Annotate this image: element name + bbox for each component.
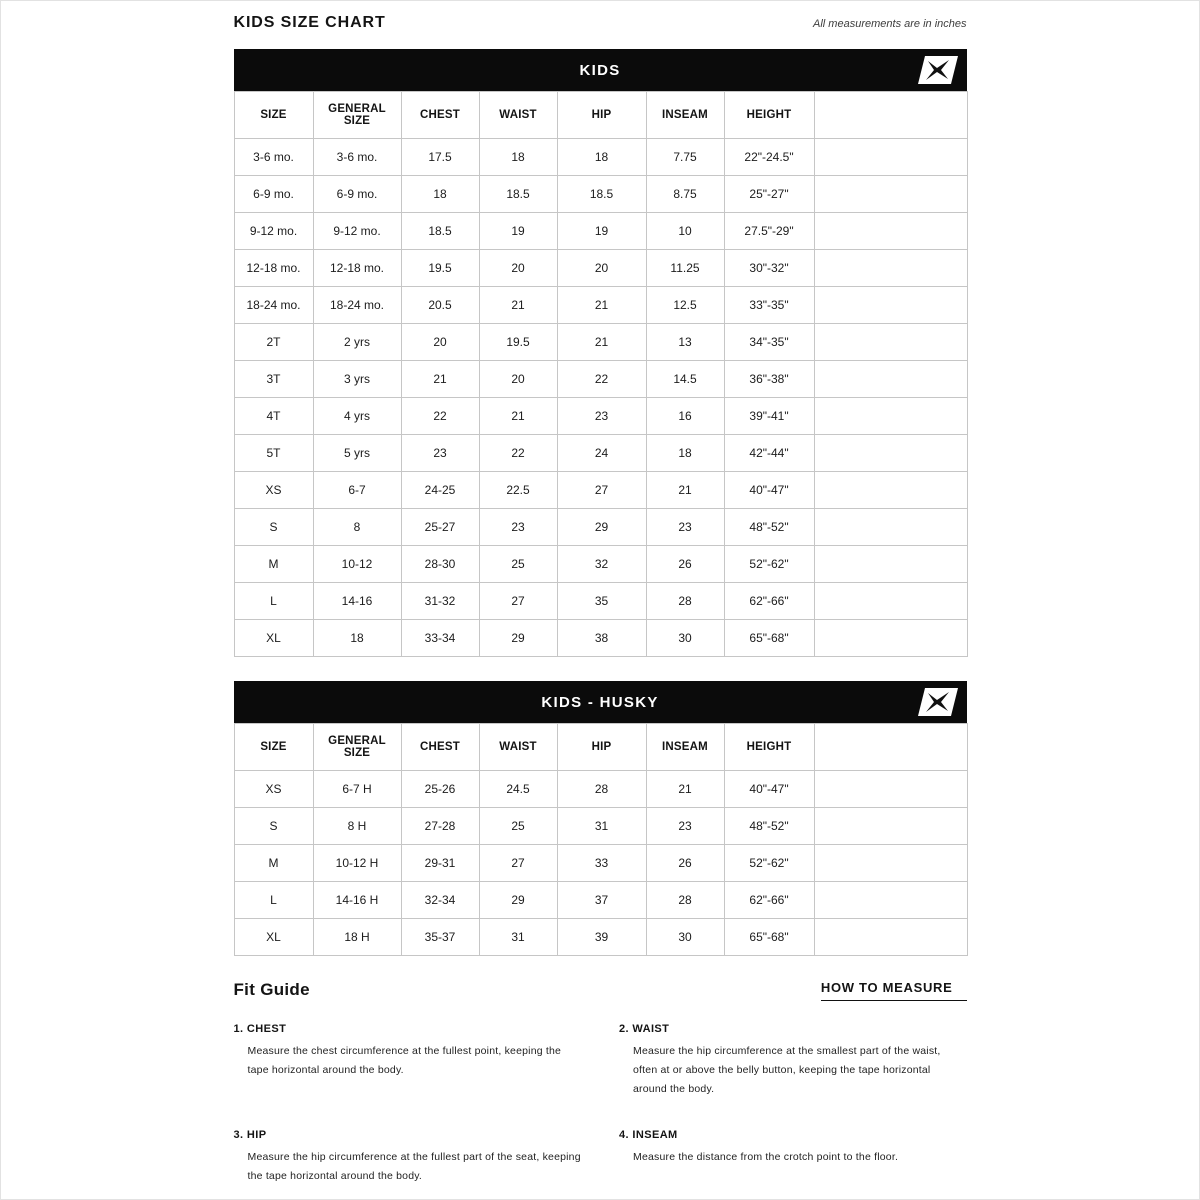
table-cell: XS (234, 472, 313, 509)
table-cell: 6-9 mo. (313, 176, 401, 213)
table-cell: 65"-68" (724, 919, 814, 956)
table-cell: 23 (401, 435, 479, 472)
table-cell: 33"-35" (724, 287, 814, 324)
table-cell: 18 H (313, 919, 401, 956)
table-cell: 28-30 (401, 546, 479, 583)
table-cell (814, 361, 967, 398)
kids-husky-size-table (234, 723, 968, 956)
table-row (234, 808, 967, 845)
table-cell: 26 (646, 546, 724, 583)
table-cell: 22 (479, 435, 557, 472)
table-cell (814, 808, 967, 845)
table-cell: 19 (557, 213, 646, 250)
fit-guide-item-waist (619, 1023, 967, 1099)
table-row (234, 509, 967, 546)
table-cell: 5T (234, 435, 313, 472)
table-cell (814, 472, 967, 509)
page-title: KIDS SIZE CHART (233, 14, 386, 31)
table-row (234, 583, 967, 620)
table-cell: 28 (646, 583, 724, 620)
table-row (234, 176, 967, 213)
table-cell: 14.5 (646, 361, 724, 398)
table-cell (814, 287, 967, 324)
fit-item-text: Measure the distance from the crotch point to the floor. (633, 1150, 899, 1163)
table-cell: 11.25 (646, 250, 724, 287)
column-header: WAIST (479, 92, 557, 139)
table-cell (814, 213, 967, 250)
table-cell: 6-7 (313, 472, 401, 509)
brand-logo-icon (918, 688, 958, 716)
table-cell: 5 yrs (313, 435, 401, 472)
table-cell: 30"-32" (724, 250, 814, 287)
table-cell: 4T (234, 398, 313, 435)
column-header: GENERAL SIZE (313, 724, 401, 771)
table-cell: 14-16 H (313, 882, 401, 919)
table-cell: 18 (401, 176, 479, 213)
table-row (234, 324, 967, 361)
table-cell: 8.75 (646, 176, 724, 213)
table-row (234, 250, 967, 287)
table-cell: 42"-44" (724, 435, 814, 472)
table-cell: 52"-62" (724, 845, 814, 882)
table-cell: 33 (557, 845, 646, 882)
table-cell: S (234, 808, 313, 845)
table-cell: 31 (557, 808, 646, 845)
table-cell: 10-12 H (313, 845, 401, 882)
table-cell: 8 H (313, 808, 401, 845)
table-cell: 3-6 mo. (313, 139, 401, 176)
fit-item-label: 3. HIP (233, 1128, 267, 1141)
table-cell: 39"-41" (724, 398, 814, 435)
fit-guide-item-chest (234, 1023, 582, 1099)
table-cell: 18.5 (479, 176, 557, 213)
table-cell: 21 (646, 472, 724, 509)
table-cell: 48"-52" (724, 808, 814, 845)
table-cell: 27 (557, 472, 646, 509)
table-cell: 29 (479, 882, 557, 919)
fit-item-text: Measure the hip circumference at the smallest part of the waist, often at or above the belly button, keeping the tape horizontal around the body. (633, 1045, 941, 1095)
table-cell: 26 (646, 845, 724, 882)
header-row (234, 724, 967, 771)
table-cell: 36"-38" (724, 361, 814, 398)
table-cell: 30 (646, 620, 724, 657)
table-row (234, 620, 967, 657)
table-cell: 12-18 mo. (313, 250, 401, 287)
table-cell: 29-31 (401, 845, 479, 882)
table-cell: L (234, 583, 313, 620)
fit-item-text: Measure the chest circumference at the fullest point, keeping the tape horizontal around the body. (247, 1045, 562, 1076)
table-cell: 32 (557, 546, 646, 583)
table-cell: 27-28 (401, 808, 479, 845)
column-header: WAIST (479, 724, 557, 771)
table-row (234, 361, 967, 398)
table-cell: 18 (646, 435, 724, 472)
column-header: CHEST (401, 724, 479, 771)
table-cell: 28 (646, 882, 724, 919)
table-cell: 18-24 mo. (234, 287, 313, 324)
fit-item-text: Measure the hip circumference at the fullest part of the seat, keeping the tape horizontal around the body. (247, 1150, 581, 1182)
kids-husky-table-title: KIDS - HUSKY (541, 693, 659, 711)
table-row (234, 771, 967, 808)
table-cell: 25-27 (401, 509, 479, 546)
table-cell: 22.5 (479, 472, 557, 509)
fit-item-label: 2. WAIST (619, 1023, 670, 1035)
table-cell (814, 139, 967, 176)
table-cell: 12.5 (646, 287, 724, 324)
fit-guide-title: Fit Guide (233, 980, 310, 999)
table-cell (814, 771, 967, 808)
header-row (234, 92, 967, 139)
table-cell: 48"-52" (724, 509, 814, 546)
table-row (234, 882, 967, 919)
kids-table-header-band (234, 49, 967, 91)
table-cell: 24-25 (401, 472, 479, 509)
table-cell: 10 (646, 213, 724, 250)
table-cell: 6-7 H (313, 771, 401, 808)
fit-guide-item-inseam (619, 1129, 967, 1186)
fit-item-label: 1. CHEST (233, 1023, 287, 1035)
table-cell: 9-12 mo. (313, 213, 401, 250)
table-cell: 3-6 mo. (234, 139, 313, 176)
table-cell: 8 (313, 509, 401, 546)
table-row (234, 845, 967, 882)
table-cell: 27 (479, 583, 557, 620)
table-cell: 20 (479, 250, 557, 287)
table-cell: 18-24 mo. (313, 287, 401, 324)
table-cell: XL (234, 919, 313, 956)
table-cell: 13 (646, 324, 724, 361)
table-cell: 14-16 (313, 583, 401, 620)
table-cell: 18 (313, 620, 401, 657)
column-header: HEIGHT (724, 92, 814, 139)
table-cell: 23 (557, 398, 646, 435)
table-cell: 6-9 mo. (234, 176, 313, 213)
table-cell: 25-26 (401, 771, 479, 808)
table-cell: 31-32 (401, 583, 479, 620)
table-cell: 2T (234, 324, 313, 361)
table-cell: 12-18 mo. (234, 250, 313, 287)
table-cell: L (234, 882, 313, 919)
table-cell: 21 (479, 398, 557, 435)
fit-guide-header (234, 980, 967, 1001)
table-cell (814, 435, 967, 472)
table-cell (814, 583, 967, 620)
table-cell: 19.5 (401, 250, 479, 287)
table-cell: 20 (557, 250, 646, 287)
table-cell: M (234, 845, 313, 882)
table-cell: 16 (646, 398, 724, 435)
table-cell (814, 845, 967, 882)
column-header: INSEAM (646, 92, 724, 139)
title-row (234, 14, 967, 32)
fit-guide-grid (234, 1023, 967, 1185)
table-cell: 37 (557, 882, 646, 919)
table-cell: 3T (234, 361, 313, 398)
table-cell (814, 398, 967, 435)
table-cell: XL (234, 620, 313, 657)
table-cell: 39 (557, 919, 646, 956)
table-cell: 18.5 (557, 176, 646, 213)
kids-size-table (234, 91, 968, 657)
table-cell: 19.5 (479, 324, 557, 361)
column-header: INSEAM (646, 724, 724, 771)
table-cell (814, 250, 967, 287)
table-cell: 31 (479, 919, 557, 956)
table-cell: 3 yrs (313, 361, 401, 398)
table-cell: 25 (479, 808, 557, 845)
table-cell: 2 yrs (313, 324, 401, 361)
kids-husky-table-header-band (234, 681, 967, 723)
table-cell: XS (234, 771, 313, 808)
table-cell: 21 (479, 287, 557, 324)
table-cell: 40"-47" (724, 771, 814, 808)
table-row (234, 398, 967, 435)
column-header: HEIGHT (724, 724, 814, 771)
table-cell: 35 (557, 583, 646, 620)
table-cell: 25 (479, 546, 557, 583)
table-cell: 20.5 (401, 287, 479, 324)
table-cell: 22 (401, 398, 479, 435)
table-cell: 18 (479, 139, 557, 176)
table-cell: 32-34 (401, 882, 479, 919)
table-cell: 27 (479, 845, 557, 882)
table-cell (814, 176, 967, 213)
table-cell: 21 (557, 324, 646, 361)
table-cell: 29 (479, 620, 557, 657)
table-cell: 33-34 (401, 620, 479, 657)
table-cell: 7.75 (646, 139, 724, 176)
table-cell: 62"-66" (724, 882, 814, 919)
table-cell: 22 (557, 361, 646, 398)
table-cell: 28 (557, 771, 646, 808)
table-cell (814, 546, 967, 583)
table-cell: 19 (479, 213, 557, 250)
table-cell: 40"-47" (724, 472, 814, 509)
kids-table-block (234, 49, 967, 657)
table-cell: 23 (646, 808, 724, 845)
column-header: SIZE (234, 92, 313, 139)
kids-table-title: KIDS (579, 61, 621, 79)
table-cell: 17.5 (401, 139, 479, 176)
table-cell: 52"-62" (724, 546, 814, 583)
fit-guide-item-hip (234, 1129, 582, 1186)
table-cell: 62"-66" (724, 583, 814, 620)
table-cell: 20 (479, 361, 557, 398)
column-header: HIP (557, 724, 646, 771)
column-header (814, 724, 967, 771)
table-cell: 18 (557, 139, 646, 176)
table-cell (814, 882, 967, 919)
table-cell (814, 324, 967, 361)
how-to-measure-heading: HOW TO MEASURE (821, 980, 967, 1001)
table-cell: 22"-24.5" (724, 139, 814, 176)
brand-logo-icon (918, 56, 958, 84)
table-row (234, 213, 967, 250)
table-cell: 38 (557, 620, 646, 657)
table-cell: 21 (557, 287, 646, 324)
table-cell: 18.5 (401, 213, 479, 250)
table-cell: 20 (401, 324, 479, 361)
table-cell: 65"-68" (724, 620, 814, 657)
content (234, 1, 967, 1185)
table-cell: 29 (557, 509, 646, 546)
table-cell: 4 yrs (313, 398, 401, 435)
table-cell: M (234, 546, 313, 583)
column-header: SIZE (234, 724, 313, 771)
table-row (234, 472, 967, 509)
table-cell: 35-37 (401, 919, 479, 956)
table-row (234, 546, 967, 583)
table-cell: 24 (557, 435, 646, 472)
column-header: CHEST (401, 92, 479, 139)
table-cell: 9-12 mo. (234, 213, 313, 250)
column-header (814, 92, 967, 139)
table-cell: 10-12 (313, 546, 401, 583)
table-row (234, 287, 967, 324)
table-cell: 21 (401, 361, 479, 398)
table-cell (814, 919, 967, 956)
table-row (234, 435, 967, 472)
kids-husky-table-block (234, 681, 967, 956)
table-cell: 23 (479, 509, 557, 546)
table-row (234, 139, 967, 176)
table-cell: 24.5 (479, 771, 557, 808)
table-cell (814, 620, 967, 657)
table-row (234, 919, 967, 956)
table-cell: 30 (646, 919, 724, 956)
table-cell: S (234, 509, 313, 546)
column-header: GENERAL SIZE (313, 92, 401, 139)
table-cell: 27.5"-29" (724, 213, 814, 250)
table-cell: 34"-35" (724, 324, 814, 361)
measurements-note: All measurements are in inches (813, 18, 967, 30)
fit-item-label: 4. INSEAM (619, 1128, 678, 1141)
column-header: HIP (557, 92, 646, 139)
table-cell (814, 509, 967, 546)
table-cell: 21 (646, 771, 724, 808)
table-cell: 25"-27" (724, 176, 814, 213)
table-cell: 23 (646, 509, 724, 546)
